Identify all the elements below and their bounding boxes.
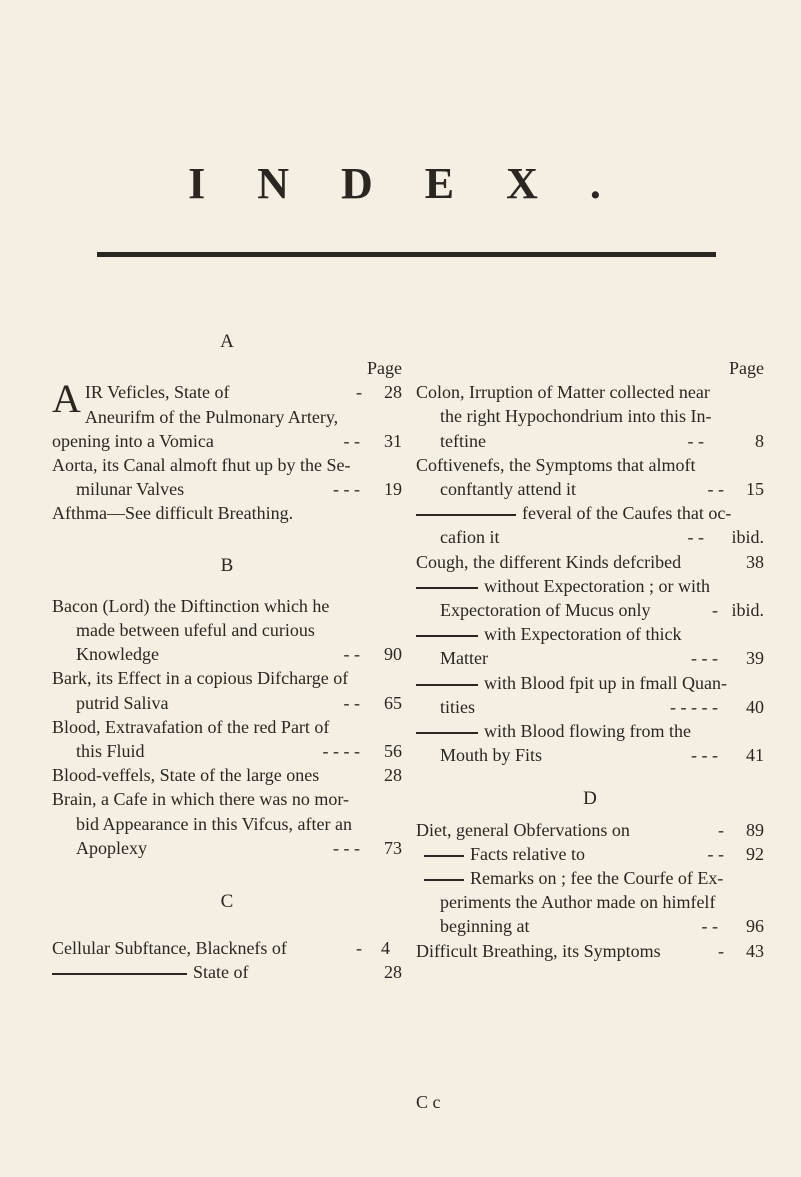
index-column-right bbox=[416, 330, 764, 963]
index-entry: Mouth by Fits - - - 41 bbox=[440, 745, 764, 766]
index-entry: Cough, the different Kinds defcribed 38 bbox=[416, 551, 764, 572]
ditto-dash bbox=[416, 514, 516, 516]
index-entry: Knowledge - - 90 bbox=[76, 644, 402, 665]
index-entry: this Fluid - - - - 56 bbox=[76, 741, 402, 762]
ditto-dash bbox=[424, 855, 464, 857]
index-entry: Apoplexy - - - 73 bbox=[76, 837, 402, 858]
section-letter-d: D bbox=[583, 788, 597, 810]
signature-mark: C c bbox=[416, 1092, 441, 1112]
ditto-dash bbox=[424, 879, 464, 881]
page-column-label: Page bbox=[729, 358, 764, 378]
section-letter-c: C bbox=[220, 891, 234, 913]
ditto-dash bbox=[416, 635, 478, 637]
index-entry: without Expectoration ; or with bbox=[416, 574, 764, 598]
index-entry: Bark, its Effect in a copious Difcharge of bbox=[52, 668, 349, 689]
header-rule bbox=[97, 252, 716, 257]
section-letter-a: A bbox=[220, 331, 234, 352]
index-entry: Blood, Extravafation of the red Part of bbox=[52, 716, 330, 737]
index-entry: periments the Author made on himfelf bbox=[440, 892, 716, 913]
index-entry: the right Hypochondrium into this In- bbox=[440, 406, 712, 427]
index-entry: beginning at - - 96 bbox=[440, 916, 764, 937]
page-title: INDEX. bbox=[188, 159, 653, 208]
index-entry: made between ufeful and curious bbox=[76, 620, 315, 641]
index-entry: Remarks on ; fee the Courfe of Ex- bbox=[416, 866, 764, 890]
index-entry: Blood-veffels, State of the large ones 28 bbox=[52, 765, 402, 786]
index-entry: Expectoration of Mucus only - ibid. bbox=[440, 600, 764, 621]
index-entry: tities - - - - - 40 bbox=[440, 696, 764, 717]
index-entry: Facts relative to - - 92 bbox=[416, 842, 764, 866]
index-column-left bbox=[52, 330, 402, 985]
index-entry: Difficult Breathing, its Symptoms - 43 bbox=[416, 940, 764, 961]
index-entry: Colon, Irruption of Matter collected near bbox=[416, 382, 710, 403]
index-entry: State of 28 bbox=[52, 960, 402, 984]
index-entry: feveral of the Caufes that oc- bbox=[416, 501, 764, 525]
index-entry: Brain, a Cafe in which there was no mor- bbox=[52, 789, 350, 810]
index-entry: Aneurifm of the Pulmonary Artery, bbox=[84, 406, 339, 427]
index-entry: with Expectoration of thick bbox=[416, 622, 764, 646]
ditto-dash bbox=[416, 587, 478, 589]
index-entry: bid Appearance in this Vifcus, after an bbox=[76, 813, 352, 834]
index-entry: teftine - - 8 bbox=[440, 430, 764, 451]
index-entry: cafion it - - ibid. bbox=[440, 527, 764, 548]
drop-cap: A bbox=[52, 376, 81, 422]
page-column-label: Page bbox=[367, 358, 402, 379]
index-entry: Coftivenefs, the Symptoms that almoft bbox=[416, 454, 696, 475]
index-entry: Diet, general Obfervations on - 89 bbox=[416, 819, 764, 840]
index-entry: Matter - - - 39 bbox=[440, 648, 764, 669]
index-entry: opening into a Vomica - - 31 bbox=[52, 430, 402, 451]
index-entry: A IR Veficles, State of - 28 bbox=[52, 376, 402, 422]
index-entry: Cellular Subftance, Blacknefs of - 4 bbox=[52, 938, 390, 959]
index-entry: conftantly attend it - - 15 bbox=[440, 479, 764, 500]
index-entry: milunar Valves - - - 19 bbox=[76, 479, 402, 500]
ditto-dash bbox=[52, 973, 187, 975]
ditto-dash bbox=[416, 732, 478, 734]
index-entry: with Blood fpit up in fmall Quan- bbox=[416, 671, 764, 695]
index-entry: Bacon (Lord) the Diftinction which he bbox=[52, 595, 330, 616]
index-entry: Afthma—See difficult Breathing. bbox=[52, 503, 294, 524]
section-letter-b: B bbox=[220, 554, 234, 576]
index-entry: putrid Saliva - - 65 bbox=[76, 692, 402, 713]
index-entry: Aorta, its Canal almoft fhut up by the Se- bbox=[52, 455, 351, 476]
index-entry: with Blood flowing from the bbox=[416, 719, 764, 743]
ditto-dash bbox=[416, 684, 478, 686]
